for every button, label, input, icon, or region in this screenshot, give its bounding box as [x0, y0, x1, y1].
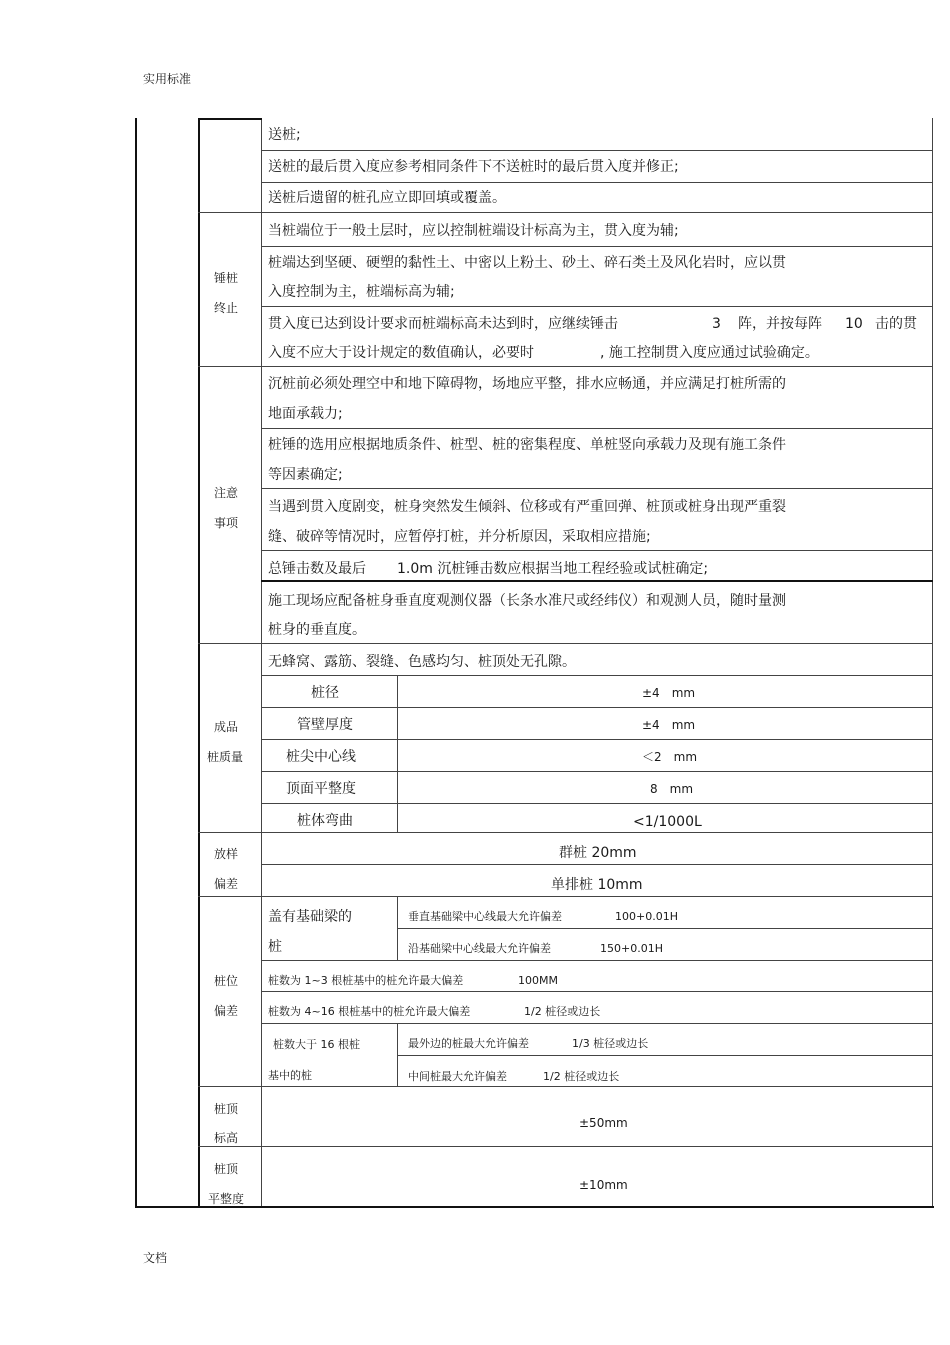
- beam-along-value: 150+0.01H: [600, 942, 663, 955]
- position-dev-label-2: 偏差: [214, 1004, 239, 1018]
- layout-dev-single: 单排桩 10mm: [551, 877, 643, 893]
- top-elev-label-2: 标高: [214, 1131, 239, 1145]
- termination-count-10: 10: [845, 316, 863, 332]
- termination-label-1: 锤桩: [214, 271, 239, 285]
- notes-label-2: 事项: [214, 516, 239, 530]
- pile-gt16-mid-value: 1/2 桩径或边长: [543, 1070, 620, 1083]
- notes-label-1: 注意: [214, 486, 239, 500]
- beam-pile-label-1: 盖有基础梁的: [268, 909, 352, 925]
- quality-label-1: 成品: [214, 720, 239, 734]
- termination-hits: 击的贯: [875, 316, 917, 332]
- notes-row-4a: 总锤击数及最后: [268, 561, 366, 577]
- notes-row-3a: 当遇到贯入度剧变，桩身突然发生倾斜、位移或有严重回弹、桩顶或桩身出现严重裂: [268, 499, 786, 515]
- termination-per-round: 阵，并按每阵: [738, 316, 822, 332]
- termination-row-2b: 入度控制为主，桩端标高为辅;: [268, 284, 455, 300]
- quality-item-name: 管壁厚度: [297, 717, 353, 733]
- position-dev-label-1: 桩位: [214, 974, 239, 988]
- quality-item-value: <1/1000L: [633, 814, 702, 830]
- quality-item-value: ±4 mm: [642, 718, 696, 732]
- termination-row-3c: , 施工控制贯入度应通过试验确定。: [600, 345, 819, 361]
- quality-item-name: 顶面平整度: [286, 781, 356, 797]
- quality-item-value: ＜2 mm: [642, 750, 698, 764]
- quality-item-value: ±4 mm: [642, 686, 696, 700]
- pile-1-3-text: 桩数为 1~3 根桩基中的桩允许最大偏差: [268, 974, 464, 987]
- termination-count-3: 3: [712, 316, 721, 332]
- termination-row-1: 当桩端位于一般土层时，应以控制桩端设计标高为主，贯入度为辅;: [268, 223, 679, 239]
- termination-row-2a: 桩端达到坚硬、硬塑的黏性土、中密以上粉土、砂土、碎石类土及风化岩时，应以贯: [268, 255, 786, 271]
- quality-label-2: 桩质量: [207, 750, 244, 764]
- pile-gt16-outer-text: 最外边的桩最大允许偏差: [408, 1037, 529, 1050]
- termination-label-2: 终止: [214, 301, 239, 315]
- notes-row-5a: 施工现场应配备桩身垂直度观测仪器（长条水准尺或经纬仪）和观测人员，随时量测: [268, 593, 786, 609]
- quality-item-name: 桩尖中心线: [286, 749, 356, 765]
- pile-4-16-text: 桩数为 4~16 根桩基中的桩允许最大偏差: [268, 1005, 471, 1018]
- sending-row-2: 送桩的最后贯入度应参考相同条件下不送桩时的最后贯入度并修正;: [268, 159, 679, 175]
- pile-gt16-outer-value: 1/3 桩径或边长: [572, 1037, 649, 1050]
- layout-dev-group: 群桩 20mm: [559, 845, 637, 861]
- pile-gt16-mid-text: 中间桩最大允许偏差: [408, 1070, 507, 1083]
- top-flat-label-1: 桩顶: [214, 1162, 239, 1176]
- page-header: 实用标准: [143, 72, 192, 86]
- quality-item-name: 桩体弯曲: [297, 813, 353, 829]
- page-footer: 文档: [143, 1251, 168, 1265]
- top-elev-label-1: 桩顶: [214, 1102, 239, 1116]
- quality-item-name: 桩径: [311, 685, 339, 701]
- termination-row-3a: 贯入度已达到设计要求而桩端标高未达到时，应继续锤击: [268, 316, 618, 332]
- pile-gt16-label-1: 桩数大于 16 根桩: [273, 1038, 360, 1051]
- notes-row-2b: 等因素确定;: [268, 467, 343, 483]
- notes-row-5b: 桩身的垂直度。: [268, 622, 366, 638]
- sending-row-3: 送桩后遗留的桩孔应立即回填或覆盖。: [268, 190, 506, 206]
- quality-intro: 无蜂窝、露筋、裂缝、色感均匀、桩顶处无孔隙。: [268, 654, 576, 670]
- termination-row-3b: 入度不应大于设计规定的数值确认，必要时: [268, 345, 534, 361]
- pile-gt16-label-2: 基中的桩: [268, 1069, 312, 1082]
- notes-row-4b: 1.0m 沉桩锤击数应根据当地工程经验或试桩确定;: [397, 561, 709, 577]
- layout-dev-label-2: 偏差: [214, 877, 239, 891]
- beam-pile-label-2: 桩: [268, 939, 282, 955]
- layout-dev-label-1: 放样: [214, 847, 239, 861]
- notes-row-1b: 地面承载力;: [268, 406, 343, 422]
- beam-along-text: 沿基础梁中心线最大允许偏差: [408, 942, 551, 955]
- notes-row-1a: 沉桩前必须处理空中和地下障碍物，场地应平整，排水应畅通，并应满足打桩所需的: [268, 376, 786, 392]
- top-flat-label-2: 平整度: [208, 1192, 245, 1206]
- sending-row-1: 送桩;: [268, 127, 301, 143]
- top-elev-value: ±50mm: [579, 1116, 628, 1130]
- quality-item-value: 8 mm: [650, 782, 694, 796]
- top-flat-value: ±10mm: [579, 1178, 628, 1192]
- pile-1-3-value: 100MM: [518, 974, 558, 987]
- pile-4-16-value: 1/2 桩径或边长: [524, 1005, 601, 1018]
- notes-row-3b: 缝、破碎等情况时，应暂停打桩，并分析原因，采取相应措施;: [268, 529, 651, 545]
- beam-perp-text: 垂直基础梁中心线最大允许偏差: [408, 910, 562, 923]
- notes-row-2a: 桩锤的选用应根据地质条件、桩型、桩的密集程度、单桩竖向承载力及现有施工条件: [268, 437, 786, 453]
- beam-perp-value: 100+0.01H: [615, 910, 678, 923]
